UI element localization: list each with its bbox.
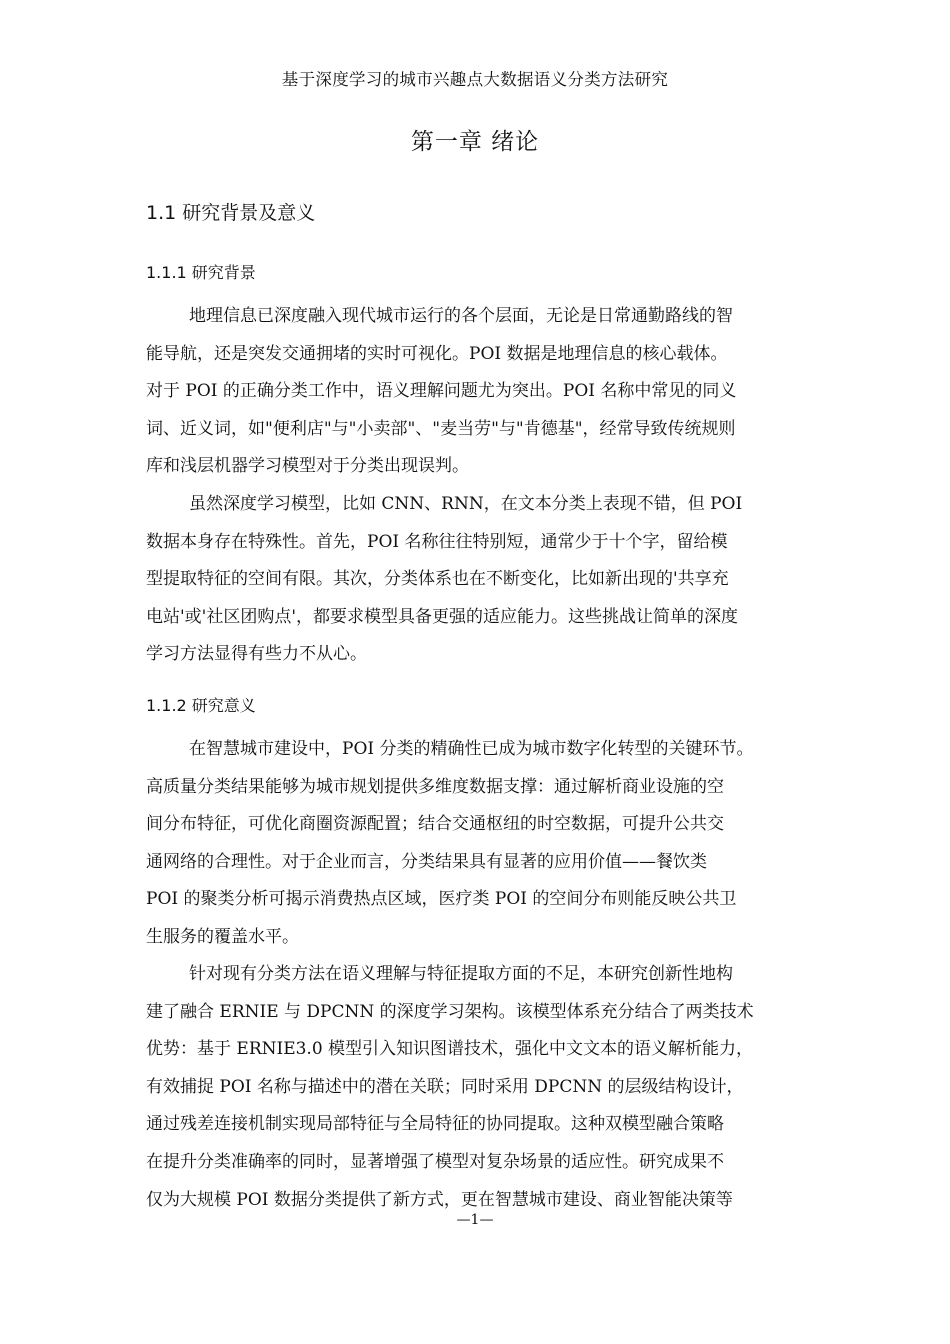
text-line: 虽然深度学习模型，比如 CNN、RNN，在文本分类上表现不错，但 POI: [189, 494, 743, 514]
text-line: 地理信息已深度融入现代城市运行的各个层面，无论是日常通勤路线的智: [189, 306, 733, 326]
text-line: 生服务的覆盖水平。: [146, 926, 299, 947]
text-line: 仅为大规模 POI 数据分类提供了新方式，更在智慧城市建设、商业智能决策等: [146, 1189, 733, 1210]
paragraph-significance-1: [146, 731, 806, 957]
chapter-title: 第一章 绪论: [410, 129, 540, 155]
subsection-title-1-1-2: 1.1.2 研究意义: [146, 696, 256, 715]
text-line: 对于 POI 的正确分类工作中，语义理解问题尤为突出。POI 名称中常见的同义: [146, 381, 737, 402]
subsection-title-1-1-1: 1.1.1 研究背景: [146, 263, 256, 282]
text-line: 针对现有分类方法在语义理解与特征提取方面的不足，本研究创新性地构: [189, 964, 733, 984]
text-line: 学习方法显得有些力不从心。: [146, 644, 367, 665]
text-line: 型提取特征的空间有限。其次，分类体系也在不断变化，比如新出现的'共享充: [146, 569, 729, 590]
text-line: POI 的聚类分析可揭示消费热点区域，医疗类 POI 的空间分布则能反映公共卫: [146, 889, 737, 910]
text-line: 能导航，还是突发交通拥堵的实时可视化。POI 数据是地理信息的核心载体。: [146, 343, 728, 364]
running-header: 基于深度学习的城市兴趣点大数据语义分类方法研究: [281, 70, 669, 89]
text-line: 库和浅层机器学习模型对于分类出现误判。: [146, 456, 469, 477]
paragraph-significance-2: [146, 956, 806, 1219]
text-line: 数据本身存在特殊性。首先，POI 名称往往特别短，通常少于十个字，留给模: [146, 531, 728, 552]
paragraph-background-2: [146, 486, 806, 674]
text-line: 有效捕捉 POI 名称与描述中的潜在关联；同时采用 DPCNN 的层级结构设计，: [146, 1076, 744, 1097]
paragraph-background-1: [146, 298, 806, 486]
text-line: 建了融合 ERNIE 与 DPCNN 的深度学习架构。该模型体系充分结合了两类技术: [146, 1001, 754, 1022]
text-line: 通网络的合理性。对于企业而言，分类结果具有显著的应用价值——餐饮类: [146, 851, 707, 872]
section-title-1-1: 1.1 研究背景及意义: [146, 202, 316, 224]
text-line: 词、近义词，如"便利店"与"小卖部"、"麦当劳"与"肯德基"，经常导致传统规则: [146, 418, 736, 439]
page-number: —1—: [456, 1212, 494, 1228]
text-line: 电站'或'社区团购点'，都要求模型具备更强的适应能力。这些挑战让简单的深度: [146, 606, 739, 627]
text-line: 通过残差连接机制实现局部特征与全局特征的协同提取。这种双模型融合策略: [146, 1114, 724, 1135]
text-line: 优势：基于 ERNIE3.0 模型引入知识图谱技术，强化中文文本的语义解析能力，: [146, 1039, 754, 1060]
text-line: 在提升分类准确率的同时，显著增强了模型对复杂场景的适应性。研究成果不: [146, 1151, 724, 1172]
text-line: 在智慧城市建设中，POI 分类的精确性已成为城市数字化转型的关键环节。: [189, 739, 754, 759]
text-line: 高质量分类结果能够为城市规划提供多维度数据支撑：通过解析商业设施的空: [146, 776, 724, 797]
text-line: 间分布特征，可优化商圈资源配置；结合交通枢纽的时空数据，可提升公共交: [146, 814, 724, 835]
